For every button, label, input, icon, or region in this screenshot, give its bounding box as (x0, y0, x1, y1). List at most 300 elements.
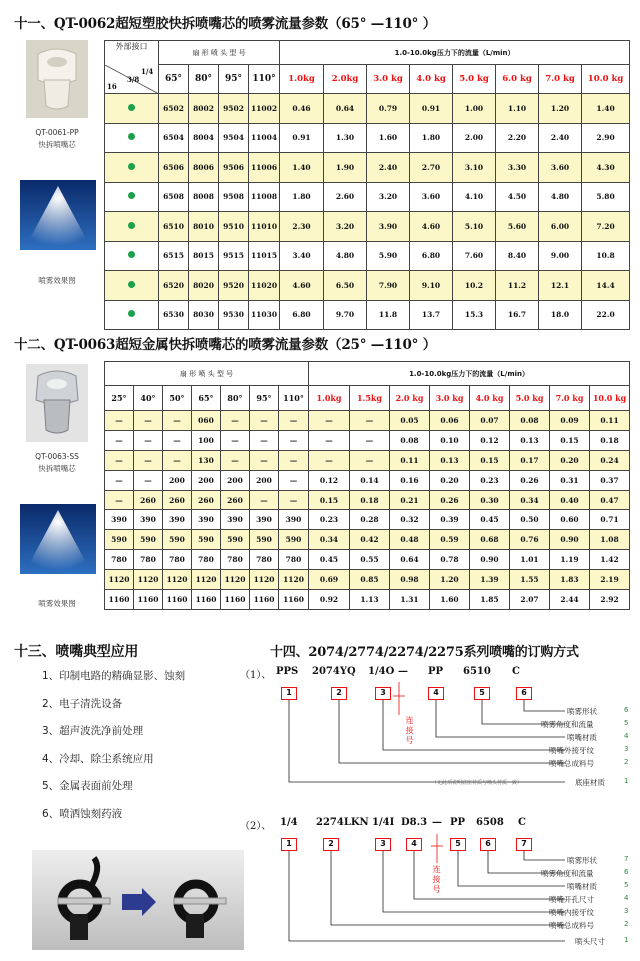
flow-cell: 0.78 (430, 550, 470, 570)
ex1-label: 喷嘴材质 (567, 733, 597, 742)
flow-cell: 9.10 (410, 271, 453, 301)
model-cell: 8004 (189, 123, 219, 153)
model-cell: 11010 (249, 212, 280, 242)
pressure-header: 5.0 kg (453, 65, 496, 94)
model-cell: 8006 (189, 153, 219, 183)
pressure-header: 3.0 kg (367, 65, 410, 94)
flow-cell: 0.42 (350, 530, 390, 550)
pressure-header: 1.0kg (280, 65, 324, 94)
model-cell: 590 (192, 530, 221, 550)
model-cell: 9515 (219, 241, 249, 271)
angle-header: 110° (249, 65, 280, 94)
model-cell: 9510 (219, 212, 249, 242)
model-cell: 1120 (134, 570, 163, 590)
ex1-code: 1/4O (368, 666, 395, 677)
pressure-header: 10.0 kg (590, 386, 630, 411)
model-cell: 780 (163, 550, 192, 570)
flow-cell: 0.79 (367, 94, 410, 124)
model-cell: 1120 (221, 570, 250, 590)
flow-cell: 0.48 (390, 530, 430, 550)
application-item: 5、金属表面前处理 (42, 780, 133, 792)
section-13-title: 十三、喷嘴典型应用 (14, 644, 139, 660)
angle-header: 80° (189, 65, 219, 94)
spray-effect-caption-1: 喷雾效果图 (38, 276, 76, 285)
model-cell: — (221, 411, 250, 431)
flow-cell: 9.00 (539, 241, 582, 271)
ex2-num: 4 (624, 894, 629, 902)
flow-cell: 0.32 (390, 510, 430, 530)
flow-cell: 4.30 (582, 153, 630, 183)
model-cell: 1120 (192, 570, 221, 590)
product-code-0061: QT-0061-PP (35, 128, 79, 137)
ex1-code: PPS (276, 666, 299, 677)
ex2-box: 3 (375, 838, 391, 851)
ex1-code: 6510 (463, 666, 491, 677)
ex1-num: 2 (624, 758, 629, 766)
flow-cell: 2.90 (582, 123, 630, 153)
model-cell: 200 (250, 470, 279, 490)
flow-cell: 0.68 (470, 530, 510, 550)
ex2-connector-label: 连接号 (432, 865, 441, 894)
model-cell: 780 (134, 550, 163, 570)
flow-cell: 22.0 (582, 300, 630, 330)
model-cell: — (250, 490, 279, 510)
flow-cell: 14.4 (582, 271, 630, 301)
flow-cell: 2.44 (550, 590, 590, 610)
flow-cell: 0.55 (350, 550, 390, 570)
flow-cell: 1.55 (510, 570, 550, 590)
flow-cell: 1.08 (590, 530, 630, 550)
ex2-label: 喷嘴材质 (567, 882, 597, 891)
pressure-header: 5.0 kg (510, 386, 550, 411)
flow-cell: 2.40 (539, 123, 582, 153)
model-cell: 11002 (249, 94, 280, 124)
model-cell: 100 (192, 430, 221, 450)
flow-cell: 0.69 (309, 570, 350, 590)
flow-cell: 8.40 (496, 241, 539, 271)
pressure-header: 4.0 kg (410, 65, 453, 94)
flow-cell: 0.14 (350, 470, 390, 490)
model-cell: 9502 (219, 94, 249, 124)
flow-cell: 0.31 (550, 470, 590, 490)
model-cell: 390 (192, 510, 221, 530)
ex2-box: 5 (450, 838, 466, 851)
ex1-num: 5 (624, 719, 629, 727)
ex1-label: 喷雾角度和流量 (541, 720, 594, 729)
model-cell: — (134, 430, 163, 450)
ex2-box: 1 (281, 838, 297, 851)
flow-cell: 0.45 (470, 510, 510, 530)
ex1-box: 4 (428, 687, 444, 700)
model-cell: 390 (250, 510, 279, 530)
ex1-code: PP (428, 666, 444, 677)
flow-cell: 0.20 (430, 470, 470, 490)
section-14-title: 十四、2074/2774/2274/2275系列喷嘴的订购方式 (270, 645, 579, 660)
header-16: 16 (107, 81, 117, 91)
model-cell: — (163, 411, 192, 431)
flow-cell: 0.07 (470, 411, 510, 431)
model-cell: 6530 (159, 300, 189, 330)
flow-cell: 1.60 (367, 123, 410, 153)
model-cell: — (279, 490, 309, 510)
flow-cell: 1.20 (539, 94, 582, 124)
ex2-box: 4 (406, 838, 422, 851)
pressure-header: 6.0 kg (496, 65, 539, 94)
header-flow-2: 1.0-10.0kg压力下的流量（L/min） (309, 362, 630, 386)
model-cell: 9504 (219, 123, 249, 153)
ex2-num: 6 (624, 868, 629, 876)
angle-header: 80° (221, 386, 250, 411)
ex1-label: 喷嘴外接牙纹 (549, 746, 594, 755)
angle-header: 40° (134, 386, 163, 411)
ex2-code: 1/4 (280, 817, 298, 828)
pressure-header: 1.0kg (309, 386, 350, 411)
model-cell: 260 (221, 490, 250, 510)
ex1-box: 3 (375, 687, 391, 700)
flow-cell: 0.23 (309, 510, 350, 530)
flow-cell: 3.20 (324, 212, 367, 242)
flow-cell: 0.18 (350, 490, 390, 510)
model-cell: 780 (221, 550, 250, 570)
model-cell: 200 (163, 470, 192, 490)
ex1-num: 6 (624, 706, 629, 714)
section-12-title: 十二、QT-0063超短金属快拆喷嘴芯的喷雾流量参数（25° —110° ） (14, 337, 437, 353)
model-cell: 9506 (219, 153, 249, 183)
model-cell: — (105, 450, 134, 470)
flow-cell: 4.10 (453, 182, 496, 212)
angle-header: 50° (163, 386, 192, 411)
ex2-label: 喷嘴总成料号 (549, 921, 594, 930)
flow-cell: 13.7 (410, 300, 453, 330)
flow-cell: 3.40 (280, 241, 324, 271)
model-cell: 1120 (250, 570, 279, 590)
flow-cell: 1.90 (324, 153, 367, 183)
model-cell: 390 (163, 510, 192, 530)
flow-cell: 0.17 (510, 450, 550, 470)
flow-cell: — (350, 430, 390, 450)
ex2-label: 喷头尺寸 (575, 937, 605, 946)
model-cell: 9530 (219, 300, 249, 330)
flow-cell: — (309, 430, 350, 450)
model-cell: 1160 (134, 590, 163, 610)
flow-cell: 16.7 (496, 300, 539, 330)
flow-cell: 9.70 (324, 300, 367, 330)
model-cell: 390 (134, 510, 163, 530)
model-cell: — (163, 450, 192, 470)
model-cell: 1160 (192, 590, 221, 610)
ex1-box: 1 (281, 687, 297, 700)
flow-cell: 11.2 (496, 271, 539, 301)
product-name-0061: 快拆喷嘴芯 (38, 140, 76, 149)
product-code-0063: QT-0063-SS (35, 452, 79, 461)
flow-cell: 2.07 (510, 590, 550, 610)
section-11-title: 十一、QT-0062超短塑胶快拆喷嘴芯的喷雾流量参数（65° —110° ） (14, 16, 437, 32)
spray-effect-caption-2: 喷雾效果图 (38, 599, 76, 608)
header-fan-model-2: 扇 形 喷 头 型 号 (105, 362, 309, 386)
flow-cell: 0.90 (470, 550, 510, 570)
pressure-header: 3.0 kg (430, 386, 470, 411)
model-cell: — (250, 430, 279, 450)
flow-cell: 1.40 (280, 153, 324, 183)
ex2-code: PP (450, 817, 466, 828)
flow-cell: 5.10 (453, 212, 496, 242)
ex1-label: 底座材质 (575, 778, 605, 787)
angle-header: 65° (192, 386, 221, 411)
ex2-code: C (518, 817, 526, 828)
ex2-box: 2 (323, 838, 339, 851)
model-cell: 6510 (159, 212, 189, 242)
flow-cell: 0.11 (590, 411, 630, 431)
flow-cell: 0.08 (390, 430, 430, 450)
flow-cell: 0.05 (390, 411, 430, 431)
model-cell: 590 (163, 530, 192, 550)
model-cell: — (134, 450, 163, 470)
pressure-header: 10.0 kg (582, 65, 630, 94)
model-cell: 11004 (249, 123, 280, 153)
header-flow: 1.0-10.0kg压力下的流量（L/min） (280, 41, 630, 65)
flow-cell: 0.28 (350, 510, 390, 530)
model-cell: — (250, 450, 279, 470)
model-cell: 1160 (163, 590, 192, 610)
flow-cell: 1.00 (453, 94, 496, 124)
model-cell: 6502 (159, 94, 189, 124)
flow-cell: 18.0 (539, 300, 582, 330)
ex1-code: — (398, 666, 408, 677)
model-cell: 590 (105, 530, 134, 550)
model-cell: 1160 (221, 590, 250, 610)
ex1-num: 1 (624, 777, 629, 785)
flow-cell: 6.50 (324, 271, 367, 301)
ex2-label: 喷嘴内接牙纹 (549, 908, 594, 917)
flow-cell: 1.19 (550, 550, 590, 570)
application-item: 1、印制电路的精确显影、蚀刻 (42, 670, 186, 682)
ex1-label: 喷雾形状 (567, 707, 597, 716)
model-cell: 130 (192, 450, 221, 470)
flow-cell: 3.10 (453, 153, 496, 183)
pressure-header: 2.0 kg (390, 386, 430, 411)
model-cell: — (105, 430, 134, 450)
flow-cell: 0.46 (280, 94, 324, 124)
flow-cell: — (350, 450, 390, 470)
model-cell: 11006 (249, 153, 280, 183)
ex1-connector-label: 连接号 (405, 716, 414, 745)
flow-cell: 1.31 (390, 590, 430, 610)
flow-cell: 0.08 (510, 411, 550, 431)
flow-cell: 0.34 (510, 490, 550, 510)
flow-cell: 10.2 (453, 271, 496, 301)
model-cell: 6515 (159, 241, 189, 271)
ex1-num: 4 (624, 732, 629, 740)
header-fan-model: 扇 形 喷 头 型 号 (159, 41, 280, 65)
flow-cell: 7.60 (453, 241, 496, 271)
model-cell: — (105, 490, 134, 510)
ex2-code: — (432, 817, 442, 828)
model-cell: 390 (279, 510, 309, 530)
angle-header: 25° (105, 386, 134, 411)
flow-cell: 0.13 (510, 430, 550, 450)
model-cell: 8002 (189, 94, 219, 124)
flow-cell: 2.00 (453, 123, 496, 153)
flow-cell: 0.11 (390, 450, 430, 470)
flow-cell: 0.85 (350, 570, 390, 590)
model-cell: 590 (134, 530, 163, 550)
model-cell: — (105, 411, 134, 431)
application-item: 4、冷却、除尘系统应用 (42, 752, 154, 765)
flow-cell: 0.64 (324, 94, 367, 124)
application-item: 3、超声波洗净前处理 (42, 725, 144, 737)
flow-cell: 4.60 (280, 271, 324, 301)
application-item: 6、喷洒蚀刻药液 (42, 807, 123, 820)
model-cell: 8010 (189, 212, 219, 242)
flow-cell: — (309, 450, 350, 470)
model-cell: — (134, 470, 163, 490)
flow-cell: 12.1 (539, 271, 582, 301)
model-cell: — (279, 411, 309, 431)
model-cell: 8015 (189, 241, 219, 271)
flow-cell: 0.37 (590, 470, 630, 490)
ex2-label: 喷嘴开孔尺寸 (549, 895, 594, 904)
ex2-label: 喷雾形状 (567, 856, 597, 865)
flow-cell: 0.13 (430, 450, 470, 470)
flow-cell: 0.06 (430, 411, 470, 431)
flow-cell: 4.80 (539, 182, 582, 212)
flow-cell: 3.60 (410, 182, 453, 212)
ex1-num: 3 (624, 745, 629, 753)
flow-cell: 1.80 (280, 182, 324, 212)
model-cell: — (134, 411, 163, 431)
model-cell: 8020 (189, 271, 219, 301)
flow-cell: 0.23 (470, 470, 510, 490)
model-cell: 590 (221, 530, 250, 550)
flow-cell: 1.80 (410, 123, 453, 153)
model-cell: 9508 (219, 182, 249, 212)
ex2-num: 2 (624, 920, 629, 928)
ex2-num: 1 (624, 936, 629, 944)
ex2-box: 6 (480, 838, 496, 851)
flow-cell: 4.50 (496, 182, 539, 212)
flow-cell: 0.15 (550, 430, 590, 450)
flow-cell: 0.15 (470, 450, 510, 470)
flow-cell: 0.60 (550, 510, 590, 530)
flow-cell: 0.64 (390, 550, 430, 570)
model-cell: — (250, 411, 279, 431)
model-cell: 590 (250, 530, 279, 550)
header-1-4: 1/4 (141, 66, 154, 76)
model-cell: 1160 (250, 590, 279, 610)
ex1-label-note: （无此项说明底座材质与喷头材质一致） (432, 780, 523, 786)
flow-cell: 2.19 (590, 570, 630, 590)
model-cell: 390 (221, 510, 250, 530)
flow-cell: 4.60 (410, 212, 453, 242)
ex2-code: D8.3 (401, 817, 428, 828)
model-cell: — (221, 430, 250, 450)
flow-cell: 0.30 (470, 490, 510, 510)
flow-cell: 0.18 (590, 430, 630, 450)
pressure-header: 2.0kg (324, 65, 367, 94)
flow-cell: 15.3 (453, 300, 496, 330)
ex1-label: 喷嘴总成料号 (549, 759, 594, 768)
ex1-prefix: （1）、 (240, 670, 272, 681)
model-cell: 260 (163, 490, 192, 510)
model-cell: 200 (221, 470, 250, 490)
header-connection: 外部接口 (105, 41, 159, 65)
model-cell: 9520 (219, 271, 249, 301)
flow-cell: 0.21 (390, 490, 430, 510)
model-cell: — (279, 470, 309, 490)
model-cell: 1120 (105, 570, 134, 590)
flow-cell: 0.45 (309, 550, 350, 570)
flow-cell: 1.42 (590, 550, 630, 570)
ex2-num: 5 (624, 881, 629, 889)
flow-cell: — (350, 411, 390, 431)
flow-cell: 0.40 (550, 490, 590, 510)
angle-header: 65° (159, 65, 189, 94)
application-item: 2、电子清洗设备 (42, 697, 123, 710)
flow-cell: 0.16 (390, 470, 430, 490)
ex1-code: C (512, 666, 520, 677)
flow-cell: 0.20 (550, 450, 590, 470)
flow-cell: 10.8 (582, 241, 630, 271)
model-cell: 590 (279, 530, 309, 550)
flow-cell: 0.76 (510, 530, 550, 550)
flow-cell: 1.83 (550, 570, 590, 590)
flow-cell: 1.39 (470, 570, 510, 590)
ex2-code: 2274LKN (316, 817, 369, 828)
model-cell: — (105, 470, 134, 490)
flow-cell: 3.20 (367, 182, 410, 212)
flow-cell: 5.60 (496, 212, 539, 242)
flow-cell: 2.30 (280, 212, 324, 242)
flow-cell: 5.80 (582, 182, 630, 212)
angle-header: 95° (219, 65, 249, 94)
flow-cell: 7.20 (582, 212, 630, 242)
ex1-code: 2074YQ (312, 666, 356, 677)
ex1-box: 2 (331, 687, 347, 700)
flow-cell: 1.01 (510, 550, 550, 570)
pressure-header: 7.0 kg (550, 386, 590, 411)
flow-cell: 0.10 (430, 430, 470, 450)
model-cell: 6504 (159, 123, 189, 153)
flow-cell: 1.10 (496, 94, 539, 124)
flow-cell: 3.30 (496, 153, 539, 183)
flow-cell: 0.12 (309, 470, 350, 490)
model-cell: 11020 (249, 271, 280, 301)
model-cell: 11008 (249, 182, 280, 212)
ex2-num: 7 (624, 855, 629, 863)
flow-cell: 0.12 (470, 430, 510, 450)
pressure-header: 7.0 kg (539, 65, 582, 94)
flow-cell: 0.91 (280, 123, 324, 153)
flow-cell: 0.98 (390, 570, 430, 590)
flow-cell: 0.91 (410, 94, 453, 124)
model-cell: — (279, 450, 309, 470)
flow-cell: 2.92 (590, 590, 630, 610)
angle-header: 95° (250, 386, 279, 411)
flow-cell: 0.47 (590, 490, 630, 510)
model-cell: 200 (192, 470, 221, 490)
ex1-box: 6 (516, 687, 532, 700)
flow-cell: 3.60 (539, 153, 582, 183)
model-cell: 1120 (163, 570, 192, 590)
flow-cell: 6.80 (410, 241, 453, 271)
model-cell: — (221, 450, 250, 470)
model-cell: 390 (105, 510, 134, 530)
flow-cell: 4.80 (324, 241, 367, 271)
model-cell: 780 (105, 550, 134, 570)
flow-cell: 0.09 (550, 411, 590, 431)
flow-cell: 6.80 (280, 300, 324, 330)
flow-cell: 3.90 (367, 212, 410, 242)
